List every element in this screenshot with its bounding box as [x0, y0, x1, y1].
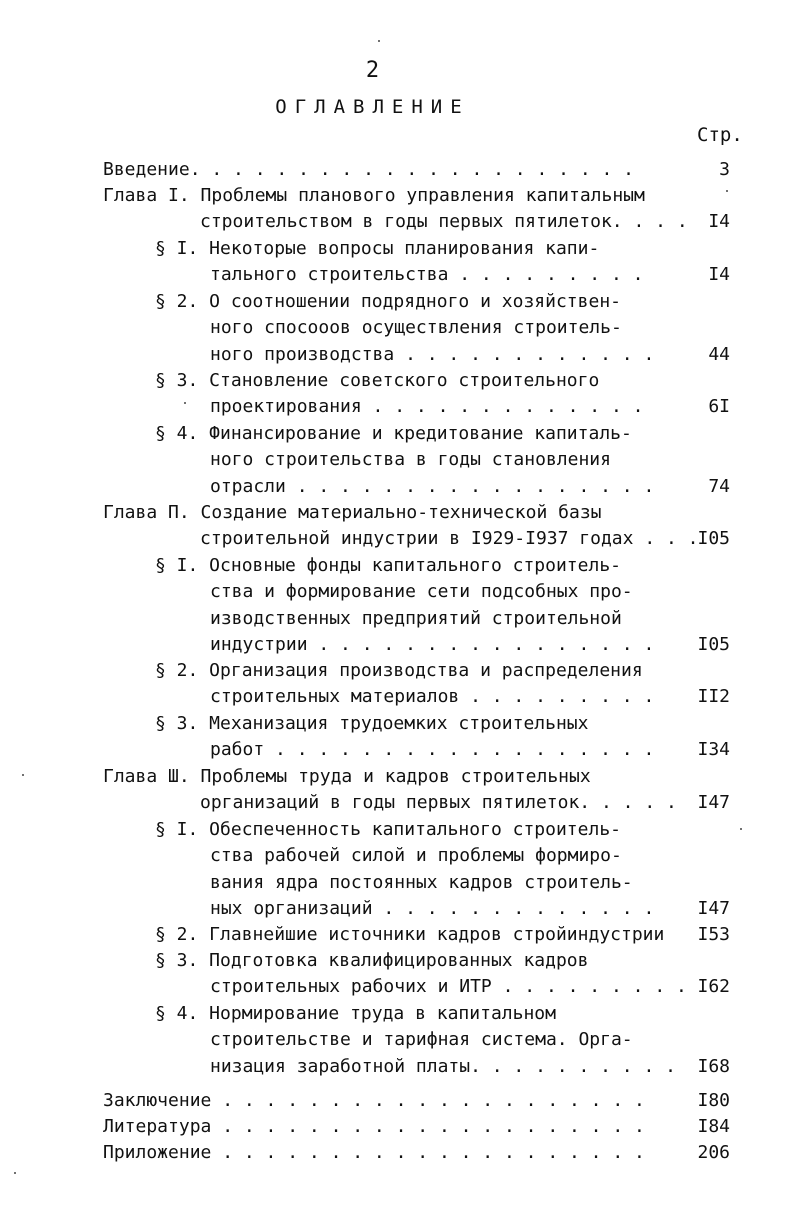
toc-page-number: 6I: [708, 396, 730, 418]
toc-page-number: 44: [708, 343, 730, 365]
toc-page-number: I05: [697, 634, 730, 656]
toc-entry-line: Глава П. Создание материально-технической базы: [103, 502, 602, 523]
toc-page-number: II2: [697, 686, 730, 708]
toc-entry-line: строительных материалов . . . . . . . . .: [210, 686, 655, 708]
toc-entry-line: ства рабочей силой и проблемы формиро-: [210, 845, 622, 867]
toc-page-number: I84: [697, 1116, 730, 1137]
toc-page-number: I47: [697, 898, 730, 920]
toc-page-number: I4: [708, 211, 730, 233]
toc-entry-line: § 4. Нормирование труда в капитальном: [155, 1003, 556, 1024]
toc-entry-line: организаций в годы первых пятилеток. . . . .: [200, 792, 677, 814]
toc-page-number: 74: [708, 475, 730, 497]
scan-speck: [14, 1172, 16, 1174]
toc-entry-line: Заключение . . . . . . . . . . . . . . . . . . . .: [103, 1090, 645, 1111]
toc-page-number: I4: [708, 264, 730, 286]
toc-entry-line: § I. Некоторые вопросы планирования капи-: [155, 238, 600, 259]
scan-speck: [378, 40, 380, 42]
page-title: ОГЛАВЛЕНИЕ: [275, 96, 470, 118]
toc-entry-line: работ . . . . . . . . . . . . . . . . . .: [210, 739, 655, 761]
toc-entry-line: строительных рабочих и ИТР . . . . . . . . .: [210, 976, 687, 998]
toc-entry-line: § 2. Главнейшие источники кадров стройиндустрии: [155, 924, 665, 945]
toc-page-number: 3: [719, 159, 730, 180]
toc-entry-line: индустрии . . . . . . . . . . . . . . . .: [210, 634, 655, 656]
toc-page-number: I62: [697, 976, 730, 998]
toc-entry-line: Приложение . . . . . . . . . . . . . . . . . . . .: [103, 1142, 645, 1163]
toc-page-number: I68: [697, 1055, 730, 1077]
toc-entry-line: вания ядра постоянных кадров строитель-: [210, 871, 633, 893]
toc-entry-line: Глава Ш. Проблемы труда и кадров строительных: [103, 766, 591, 787]
toc-entry-line: § 3. Становление советского строительного: [155, 370, 600, 391]
toc-entry-line: ного спосооов осуществления строитель-: [210, 317, 622, 339]
toc-page-number: I53: [697, 924, 730, 945]
toc-entry-line: § 4. Финансирование и кредитование капиталь-: [155, 423, 632, 444]
page-column-label: Стр.: [697, 124, 743, 146]
toc-entry-line: § 2. Организация производства и распределения: [155, 660, 643, 681]
scan-speck: [740, 828, 742, 830]
toc-entry-line: строительстве и тарифная система. Орга-: [210, 1029, 633, 1051]
toc-page-number: I80: [697, 1090, 730, 1111]
toc-entry-line: проектирования . . . . . . . . . . . . .: [210, 396, 644, 418]
toc-entry-line: строительной индустрии в I929-I937 годах . . .: [200, 528, 699, 550]
toc-entry-line: низация заработной платы. . . . . . . . . .: [210, 1055, 676, 1077]
toc-entry-line: Литература . . . . . . . . . . . . . . . . . . . .: [103, 1116, 645, 1137]
toc-entry-line: § 3. Подготовка квалифицированных кадров: [155, 950, 589, 971]
toc-page-number: I05: [697, 528, 730, 550]
toc-entry-line: ного производства . . . . . . . . . . . .: [210, 343, 655, 365]
toc-entry-line: ства и формирование сети подсобных про-: [210, 581, 633, 603]
toc-page-number: I47: [697, 792, 730, 814]
page-number: 2: [365, 58, 380, 83]
toc-page-number: 206: [697, 1142, 730, 1163]
toc-entry-line: § 3. Механизация трудоемких строительных: [155, 713, 589, 734]
toc-entry-line: § I. Основные фонды капитального строитель-: [155, 555, 621, 576]
toc-page-number: I34: [697, 739, 730, 761]
scan-speck: [726, 190, 728, 192]
scan-speck: [184, 402, 186, 404]
toc-entry-line: изводственных предприятий строительной: [210, 607, 622, 629]
scan-speck: [22, 774, 24, 776]
toc-entry-line: тального строительства . . . . . . . . .: [210, 264, 644, 286]
toc-entry-line: § 2. О соотношении подрядного и хозяйствен-: [155, 291, 621, 312]
toc-entry-line: § I. Обеспеченность капитального строитель-: [155, 819, 621, 840]
toc-entry-line: Глава I. Проблемы планового управления капитальным: [103, 185, 645, 206]
toc-entry-line: строительством в годы первых пятилеток. . . .: [200, 211, 688, 233]
toc-entry-line: ного строительства в годы становления: [210, 449, 611, 471]
toc-entry-line: Введение. . . . . . . . . . . . . . . . . . . . .: [103, 159, 635, 180]
toc-entry-line: ных организаций . . . . . . . . . . . . .: [210, 898, 655, 920]
toc-entry-line: отрасли . . . . . . . . . . . . . . . . .: [210, 475, 655, 497]
